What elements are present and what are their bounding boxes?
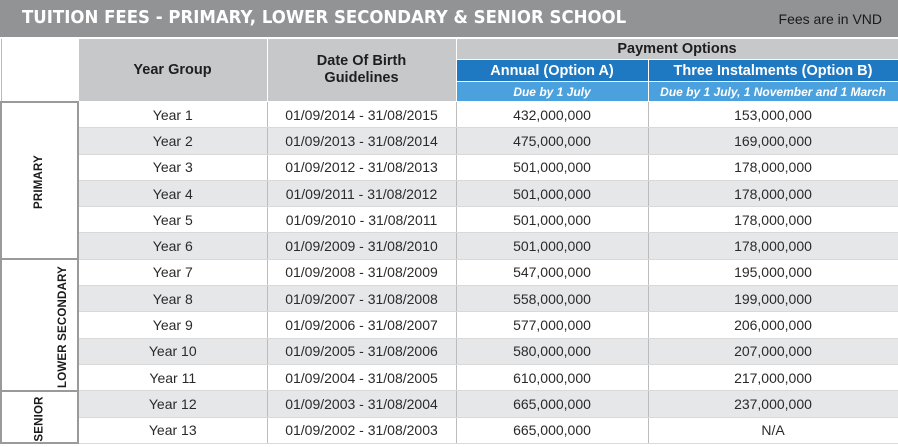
- instalments-cell: 178,000,000: [648, 233, 898, 259]
- section-label: LOWER SECONDARY: [57, 265, 70, 389]
- instalments-cell: 206,000,000: [648, 312, 898, 338]
- header-blank: [1, 39, 78, 102]
- year-cell: Year 4: [78, 180, 267, 206]
- annual-cell: 610,000,000: [456, 364, 648, 390]
- annual-cell: 475,000,000: [456, 128, 648, 154]
- instalments-cell: 169,000,000: [648, 128, 898, 154]
- header-instalments: Three Instalments (Option B): [648, 60, 898, 82]
- header-payment-options: Payment Options: [456, 39, 898, 60]
- year-cell: Year 12: [78, 391, 267, 417]
- instalments-cell: N/A: [648, 417, 898, 443]
- dob-cell: 01/09/2006 - 31/08/2007: [267, 312, 456, 338]
- year-cell: Year 9: [78, 312, 267, 338]
- year-cell: Year 8: [78, 286, 267, 312]
- annual-cell: 665,000,000: [456, 391, 648, 417]
- year-cell: Year 1: [78, 102, 267, 128]
- header-instalments-due: Due by 1 July, 1 November and 1 March: [648, 82, 898, 102]
- header-dob: Date Of Birth Guidelines: [267, 39, 456, 102]
- annual-cell: 580,000,000: [456, 338, 648, 364]
- dob-cell: 01/09/2002 - 31/08/2003: [267, 417, 456, 443]
- section-label: SENIOR: [33, 396, 46, 442]
- dob-cell: 01/09/2005 - 31/08/2006: [267, 338, 456, 364]
- instalments-cell: 178,000,000: [648, 180, 898, 206]
- instalments-cell: 178,000,000: [648, 207, 898, 233]
- page-title: TUITION FEES - PRIMARY, LOWER SECONDARY & SENIOR SCHOOL: [22, 7, 627, 28]
- dob-cell: 01/09/2011 - 31/08/2012: [267, 180, 456, 206]
- currency-note: Fees are in VND: [778, 11, 882, 27]
- dob-cell: 01/09/2010 - 31/08/2011: [267, 207, 456, 233]
- instalments-cell: 153,000,000: [648, 102, 898, 128]
- annual-cell: 501,000,000: [456, 180, 648, 206]
- annual-cell: 665,000,000: [456, 417, 648, 443]
- year-cell: Year 3: [78, 154, 267, 180]
- dob-cell: 01/09/2008 - 31/08/2009: [267, 259, 456, 285]
- year-cell: Year 10: [78, 338, 267, 364]
- instalments-cell: 237,000,000: [648, 391, 898, 417]
- dob-cell: 01/09/2007 - 31/08/2008: [267, 286, 456, 312]
- fees-table: [0, 38, 898, 444]
- year-cell: Year 13: [78, 417, 267, 443]
- dob-cell: 01/09/2004 - 31/08/2005: [267, 364, 456, 390]
- instalments-cell: 199,000,000: [648, 286, 898, 312]
- instalments-cell: 217,000,000: [648, 364, 898, 390]
- year-cell: Year 7: [78, 259, 267, 285]
- title-bar: [0, 0, 898, 38]
- instalments-cell: 207,000,000: [648, 338, 898, 364]
- annual-cell: 501,000,000: [456, 154, 648, 180]
- year-cell: Year 11: [78, 364, 267, 390]
- section-label: PRIMARY: [33, 155, 46, 210]
- dob-cell: 01/09/2003 - 31/08/2004: [267, 391, 456, 417]
- annual-cell: 501,000,000: [456, 207, 648, 233]
- dob-cell: 01/09/2013 - 31/08/2014: [267, 128, 456, 154]
- dob-cell: 01/09/2009 - 31/08/2010: [267, 233, 456, 259]
- year-cell: Year 2: [78, 128, 267, 154]
- instalments-cell: 178,000,000: [648, 154, 898, 180]
- annual-cell: 501,000,000: [456, 233, 648, 259]
- year-cell: Year 5: [78, 207, 267, 233]
- annual-cell: 558,000,000: [456, 286, 648, 312]
- dob-cell: 01/09/2012 - 31/08/2013: [267, 154, 456, 180]
- instalments-cell: 195,000,000: [648, 259, 898, 285]
- annual-cell: 432,000,000: [456, 102, 648, 128]
- annual-cell: 577,000,000: [456, 312, 648, 338]
- section-senior: [1, 391, 78, 444]
- header-annual-due: Due by 1 July: [456, 82, 648, 102]
- header-year-group: Year Group: [78, 39, 267, 102]
- header-annual: Annual (Option A): [456, 60, 648, 82]
- year-cell: Year 6: [78, 233, 267, 259]
- dob-cell: 01/09/2014 - 31/08/2015: [267, 102, 456, 128]
- section-lower-secondary: [1, 259, 78, 390]
- annual-cell: 547,000,000: [456, 259, 648, 285]
- section-primary: [1, 102, 78, 260]
